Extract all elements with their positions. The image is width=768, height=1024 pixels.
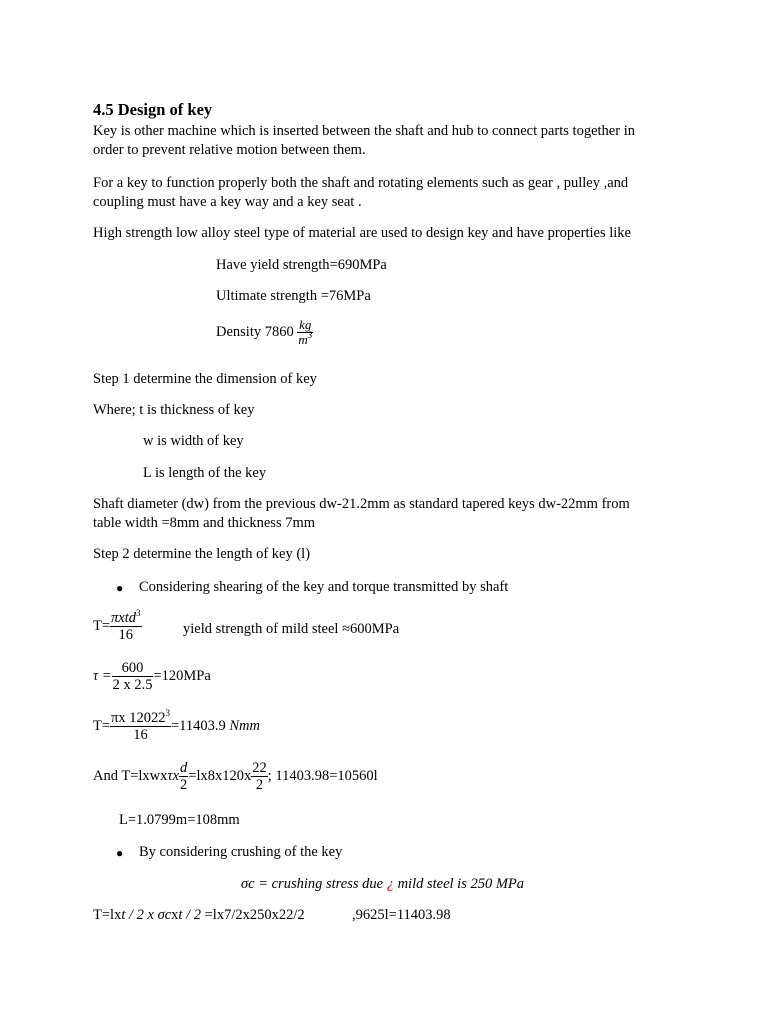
eq3-denominator: 16 <box>133 727 148 743</box>
shaft-line-1: Shaft diameter (dw) from the previous dw-21.2mm as standard tapered keys dw-22mm from <box>93 496 630 512</box>
eq1-numerator: πxtd <box>111 610 137 626</box>
density-unit-denominator: m <box>298 332 308 347</box>
function-line-1: For a key to function properly both the shaft and rotating elements such as gear , pulley ,and <box>93 175 629 191</box>
sigma-part-2: mild steel is 250 MPa <box>393 876 525 892</box>
equation-torque-value <box>93 710 260 743</box>
where-thickness: Where; t is thickness of key <box>93 402 255 418</box>
eq2-fraction <box>112 660 154 693</box>
eq2-denominator: 2 x 2.5 <box>112 677 153 693</box>
eq2-lhs: τ = <box>93 667 112 684</box>
sigma-glyph: ¿ <box>386 876 394 892</box>
intro-line-1: Key is other machine which is inserted between the shaft and hub to connect parts together in <box>93 123 635 139</box>
result-length: L=1.0799m=108mm <box>119 812 240 828</box>
eq2-rhs: =120MPa <box>153 667 211 684</box>
eq5-part-5: =lx7/2x250x22/2 <box>200 907 305 923</box>
eq5-part-4: t / 2 <box>178 907 201 923</box>
ultimate-strength: Ultimate strength =76MPa <box>216 288 371 304</box>
eq3-exponent: 3 <box>165 708 170 718</box>
eq4-numerator-1: d <box>180 760 188 776</box>
eq1-lhs: T= <box>93 617 111 634</box>
density-unit-exponent: 3 <box>307 330 313 340</box>
eq5-part-2: t / 2 x σc <box>121 907 172 923</box>
eq4-denominator-2: 2 <box>255 777 264 793</box>
eq4-denominator-1: 2 <box>180 777 188 793</box>
density-value: 7860 <box>264 323 294 340</box>
sigma-part-1: σc = crushing stress due <box>241 876 387 892</box>
eq4-fraction-2 <box>251 760 268 793</box>
eq4-mid: =lx8x120x <box>188 767 252 784</box>
bullet-crushing: By considering crushing of the key <box>139 844 343 860</box>
eq4-tau: τx <box>167 767 180 784</box>
eq4-lhs: And T=lxwx <box>93 767 168 784</box>
density-unit-fraction <box>297 318 313 347</box>
equation-torque-formula <box>93 610 142 643</box>
eq2-numerator: 600 <box>112 660 154 677</box>
bullet-dot: ● <box>116 846 124 860</box>
material-line: High strength low alloy steel type of material are used to design key and have properties like <box>93 225 631 241</box>
eq5-part-6: ,9625l=11403.98 <box>352 907 451 923</box>
eq3-numerator: πx 12022 <box>111 710 166 726</box>
yield-strength: Have yield strength=690MPa <box>216 257 387 273</box>
density-unit-numerator: kg <box>299 317 312 332</box>
eq3-unit: Nmm <box>229 717 261 734</box>
where-width: w is width of key <box>143 433 244 449</box>
equation-tau <box>93 660 211 693</box>
function-line-2: coupling must have a key way and a key seat . <box>93 194 362 210</box>
density-label: Density <box>216 323 262 340</box>
eq5-part-1: T=lx <box>93 907 122 923</box>
eq4-rhs: ; 11403.98=10560l <box>267 767 378 784</box>
eq1-note: yield strength of mild steel ≈600MPa <box>183 621 400 637</box>
eq1-denominator: 16 <box>118 627 134 643</box>
section-heading: 4.5 Design of key <box>93 100 213 119</box>
eq3-fraction <box>110 710 171 743</box>
eq3-lhs: T= <box>93 717 111 734</box>
eq1-fraction <box>110 610 141 643</box>
bullet-shearing: Considering shearing of the key and torque transmitted by shaft <box>139 579 509 595</box>
crushing-stress-line <box>241 875 524 894</box>
equation-crushing <box>93 906 305 925</box>
eq4-fraction-1 <box>179 760 188 793</box>
where-length: L is length of the key <box>143 465 267 481</box>
equation-key-length <box>93 760 378 793</box>
intro-line-2: order to prevent relative motion between them. <box>93 142 366 158</box>
density-line <box>216 318 313 347</box>
eq3-rhs: =11403.9 <box>171 717 226 734</box>
eq1-exponent: 3 <box>136 608 141 618</box>
eq4-numerator-2: 22 <box>252 760 267 776</box>
step-2: Step 2 determine the length of key (l) <box>93 546 311 562</box>
eq5-part-3: x <box>171 907 179 923</box>
step-1: Step 1 determine the dimension of key <box>93 371 317 387</box>
bullet-dot: ● <box>116 581 124 595</box>
shaft-line-2: table width =8mm and thickness 7mm <box>93 515 316 531</box>
